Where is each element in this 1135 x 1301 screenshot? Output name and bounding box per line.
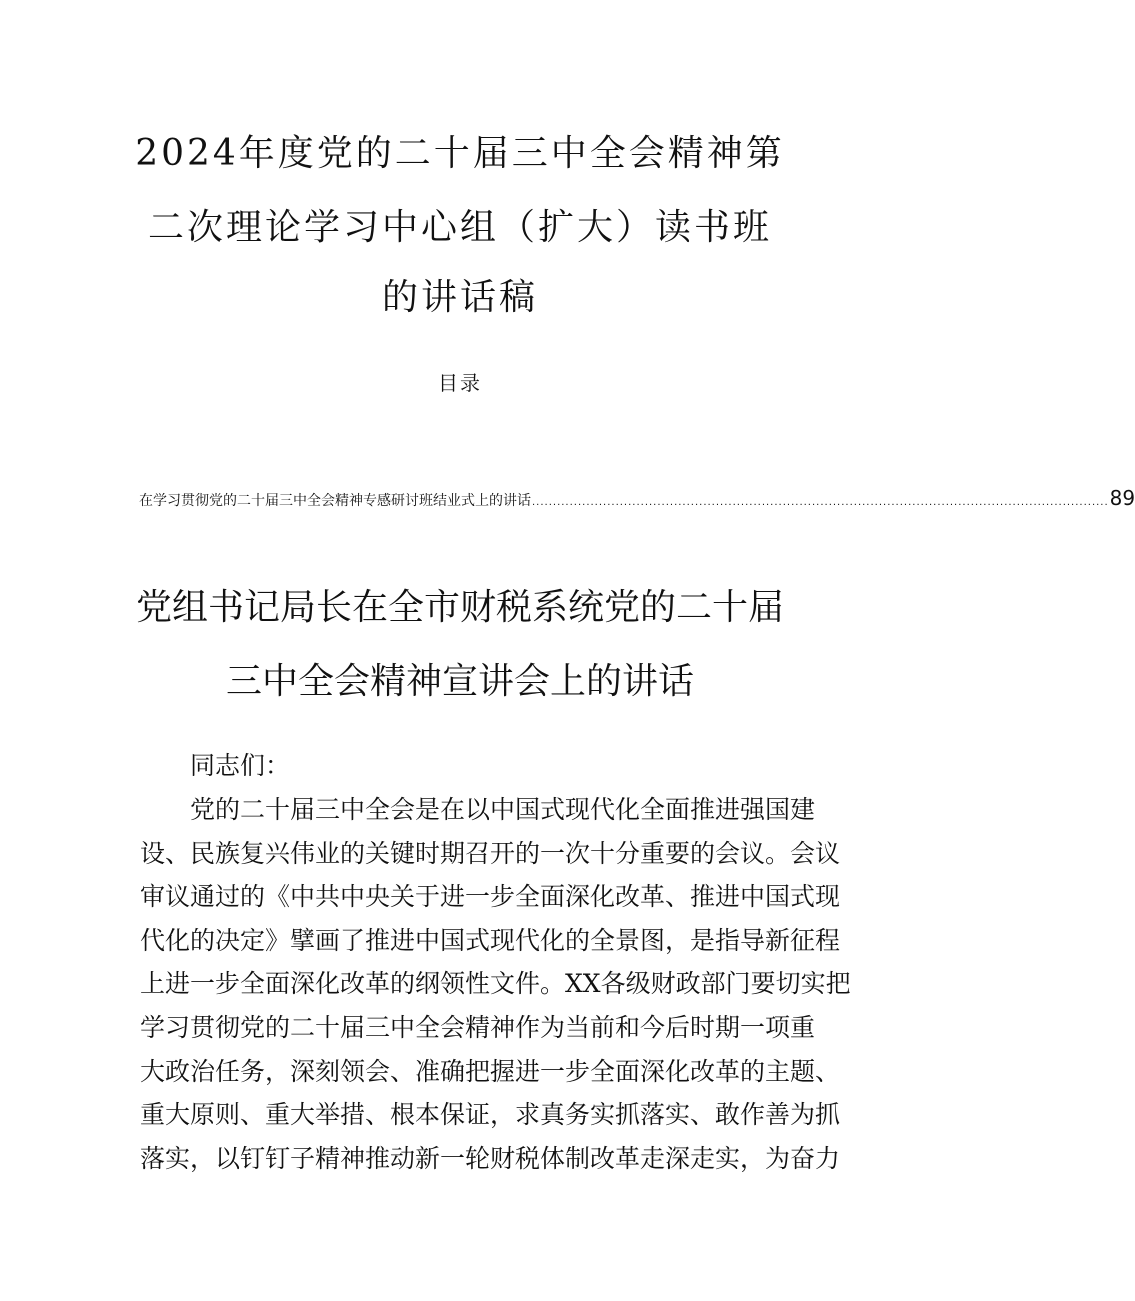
toc-entry-page-number: 89 bbox=[1109, 486, 1135, 510]
paragraph-line: 落实，以钉钉子精神推动新一轮财税体制改革走深走实，为奋力 bbox=[140, 1143, 841, 1173]
document-title-line-2: 二次理论学习中心组（扩大）读书班 bbox=[147, 207, 772, 248]
document-title-line-3: 的讲话稿 bbox=[381, 277, 538, 318]
document-title-line-1: 2024年度党的二十届三中全会精神第 bbox=[135, 133, 785, 174]
toc-heading: 目录 bbox=[438, 371, 482, 395]
speech-title-line-2: 三中全会精神宣讲会上的讲话 bbox=[225, 661, 694, 702]
paragraph-line: 党的二十届三中全会是在以中国式现代化全面推进强国建 bbox=[190, 795, 816, 824]
paragraph-line: 大政治任务，深刻领会、准确把握进一步全面深化改革的主题、 bbox=[140, 1056, 841, 1086]
paragraph-line: 代化的决定》擘画了推进中国式现代化的全景图，是指导新征程 bbox=[140, 925, 841, 955]
toc-entry-leader: .......................................................................................................................................... bbox=[532, 497, 1109, 508]
paragraph-line: 学习贯彻党的二十届三中全会精神作为当前和今后时期一项重 bbox=[140, 1012, 816, 1042]
toc-entry[interactable] bbox=[139, 484, 1135, 517]
speech-greeting: 同志们： bbox=[190, 751, 291, 780]
paragraph-line: 审议通过的《中共中央关于进一步全面深化改革、推进中国式现 bbox=[140, 882, 841, 912]
paragraph-line: 设、民族复兴伟业的关键时期召开的一次十分重要的会议。会议 bbox=[140, 838, 841, 868]
speech-title-line-1: 党组书记局长在全市财税系统党的二十届 bbox=[135, 587, 784, 628]
paragraph-line: 重大原则、重大举措、根本保证，求真务实抓落实、敢作善为抓 bbox=[140, 1100, 841, 1130]
speech-paragraph bbox=[140, 788, 851, 1180]
toc-entry-title[interactable]: 在学习贯彻党的二十届三中全会精神专感研讨班结业式上的讲话 bbox=[139, 493, 531, 509]
paragraph-line: 上进一步全面深化改革的纲领性文件。XX各级财政部门要切实把 bbox=[140, 969, 851, 999]
